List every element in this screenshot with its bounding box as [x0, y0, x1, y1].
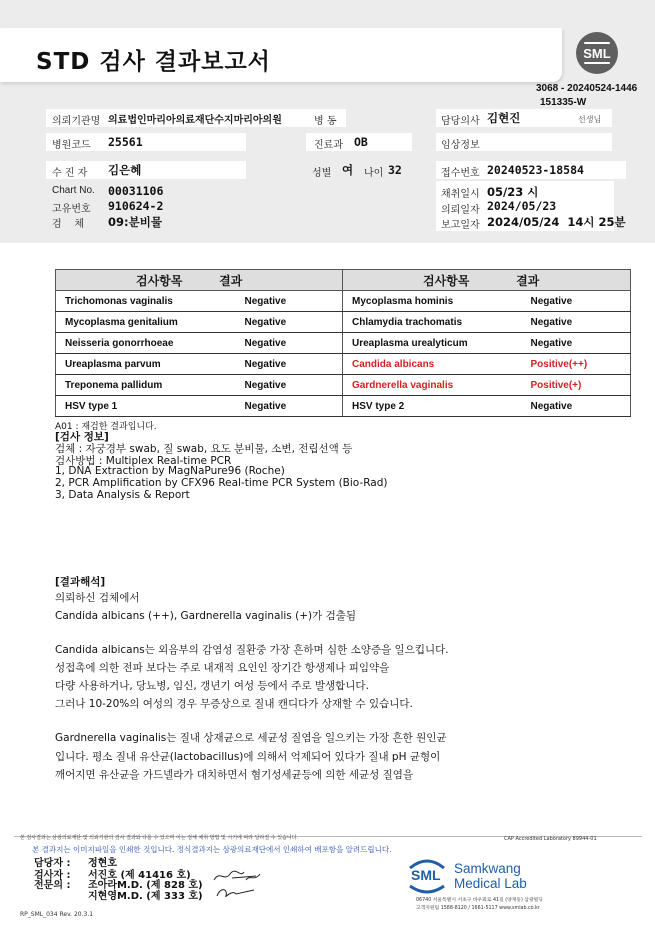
clinical-label: 임상정보 — [441, 140, 480, 151]
result-cell: Negative — [237, 396, 343, 417]
staff-role: 담당자 : — [34, 858, 71, 869]
unique-value: 910624-2 — [108, 199, 164, 213]
doctor-suffix: 선생님 — [578, 115, 602, 124]
sml-logo-icon — [576, 32, 618, 74]
test-item-cell: Neisseria gonorrhoeae — [56, 333, 237, 354]
test-info-line: 1, DNA Extraction by MagNaPure96 (Roche) — [55, 465, 285, 477]
table-row — [56, 333, 631, 354]
result-cell: Negative — [237, 291, 343, 312]
reported-label: 보고일자 — [441, 220, 480, 231]
staff-name: 정현호 — [88, 858, 117, 869]
chart-value: 00031106 — [108, 184, 164, 198]
interpretation-detected: Candida albicans (++), Gardnerella vaginalis (+)가 검출됨 — [55, 610, 357, 622]
result-cell: Negative — [523, 396, 631, 417]
test-info-line: 검체 : 자궁경부 swab, 질 swab, 요도 분비물, 소변, 전립선액 등 — [55, 443, 353, 455]
header-result: 결과 — [219, 273, 243, 288]
print-notice: 본 결과지는 이미지파일을 인쇄한 것입니다. 정식결과지는 삼광의료재단에서 인쇄하여 배포함을 알려드립니다. — [32, 845, 392, 854]
signature-icon — [214, 884, 258, 900]
receipt-value: 20240523-18584 — [487, 163, 584, 177]
patient-label: 수 진 자 — [52, 168, 88, 179]
table-row — [56, 291, 631, 312]
test-item-cell: Gardnerella vaginalis — [343, 375, 523, 396]
test-item-cell: HSV type 1 — [56, 396, 237, 417]
requested-label: 의뢰일자 — [441, 205, 480, 216]
para1-line: 그러나 10-20%의 여성의 경우 무증상으로 질내 캔디다가 상재할 수 있습니다. — [55, 698, 413, 710]
sex-label: 성별 — [312, 168, 332, 179]
result-cell: Negative — [237, 312, 343, 333]
staff-name: 서진호 (제 41416 호) — [88, 870, 191, 881]
collected-label: 채취일시 — [441, 189, 480, 200]
para1-line: 다량 사용하거나, 당뇨병, 임신, 갱년기 여성 등에서 주로 발생합니다. — [55, 680, 369, 692]
result-cell: Negative — [237, 375, 343, 396]
results-table — [55, 269, 631, 417]
staff-name: 지현영M.D. (제 333 호) — [88, 891, 203, 902]
lab-name-line2: Medical Lab — [454, 876, 527, 891]
result-cell: Negative — [523, 312, 631, 333]
results-body — [56, 291, 631, 417]
reported-value: 2024/05/24 14시 25분 — [487, 215, 626, 229]
lab-address: 06740 서울특별시 서초구 바우뫼로 41길 (양재동) 삼광빌딩 — [416, 898, 543, 903]
test-info-line: 검사방법 : Multiplex Real-time PCR — [55, 455, 232, 467]
table-row — [56, 375, 631, 396]
patient-value: 김은혜 — [108, 163, 142, 177]
doctor-value: 김현진 — [487, 111, 521, 125]
test-info-heading: [검사 정보] — [55, 431, 109, 443]
para1-line: Candida albicans는 외음부의 감염성 질환중 가장 흔하며 심한 소양증을 일으킵니다. — [55, 644, 449, 656]
table-row — [56, 312, 631, 333]
test-item-cell: Mycoplasma hominis — [343, 291, 523, 312]
table-row — [56, 396, 631, 417]
staff-role: 전문의 : — [34, 880, 71, 891]
receipt-label: 접수번호 — [441, 168, 480, 179]
staff-name: 조아라M.D. (제 828 호) — [88, 880, 203, 891]
lab-logo-text: SML — [411, 867, 441, 883]
lab-name-line1: Samkwang — [454, 861, 521, 876]
para2-line: Gardnerella vaginalis는 질내 상재균으로 세균성 질염을 일으키는 가장 흔한 원인균 — [55, 732, 447, 744]
department-label: 진료과 — [314, 140, 343, 151]
interpretation-intro: 의뢰하신 검체에서 — [55, 592, 140, 604]
result-cell: Negative — [237, 333, 343, 354]
para2-line: 입니다. 평소 질내 유산균(lactobacillus)에 의해서 억제되어 있다가 질내 pH 균형이 — [55, 751, 441, 763]
test-item-cell: Mycoplasma genitalium — [56, 312, 237, 333]
fine-print-left: 본 검사결과는 삼광의료재단 및 의뢰기관의 검사 결과와 다를 수 있으며 이는 검체 채취 방법 및 시기에 따라 달라질 수 있습니다. — [20, 835, 299, 841]
result-cell: Negative — [523, 291, 631, 312]
interpretation-heading: [결과해석] — [55, 576, 106, 588]
doc-number: 3068 - 20240524-1446 — [536, 83, 638, 94]
signature-icon — [212, 868, 262, 884]
test-item-cell: Ureaplasma urealyticum — [343, 333, 523, 354]
hospital-code-value: 25561 — [108, 135, 143, 149]
test-item-cell: Treponema pallidum — [56, 375, 237, 396]
test-info-line: 3, Data Analysis & Report — [55, 489, 190, 501]
report-title: STD 검사 결과보고서 — [36, 49, 271, 75]
lab-contact: 고객지원팀 1588-8120 / 1661-5117 www.smlab.co.kr — [416, 906, 540, 911]
table-row — [56, 354, 631, 375]
para1-line: 성접촉에 의한 전파 보다는 주로 내재적 요인인 장기간 항생제나 피임약을 — [55, 662, 390, 674]
department-value: OB — [354, 135, 368, 149]
collected-value: 05/23 시 — [487, 185, 539, 199]
age-label: 나이 — [364, 168, 384, 179]
test-item-cell: Trichomonas vaginalis — [56, 291, 237, 312]
header-result-2: 결과 — [516, 273, 540, 288]
requested-value: 2024/05/23 — [487, 199, 557, 213]
test-info-line: 2, PCR Amplification by CFX96 Real-time PCR System (Bio-Rad) — [55, 477, 388, 489]
result-cell: Positive(+) — [523, 375, 631, 396]
retest-note: A01 : 재검한 결과입니다. — [55, 422, 157, 432]
staff-role: 검사자 : — [34, 870, 71, 881]
sex-value: 여 — [342, 163, 354, 177]
left-header — [56, 270, 343, 291]
specimen-value: 09:분비물 — [108, 215, 162, 229]
test-item-cell: Chlamydia trachomatis — [343, 312, 523, 333]
test-item-cell: Ureaplasma parvum — [56, 354, 237, 375]
doc-number-sub: 151335-W — [540, 97, 587, 108]
test-item-cell: HSV type 2 — [343, 396, 523, 417]
header-test-item-2: 검사항목 — [423, 273, 470, 288]
hospital-code-label: 병원코드 — [52, 140, 91, 151]
institution-label: 의뢰기관명 — [52, 116, 101, 127]
sml-lab-logo-icon — [406, 856, 448, 894]
chart-label: Chart No. — [52, 185, 95, 196]
logo-text: SML — [583, 45, 611, 61]
table-header-row — [56, 270, 631, 291]
para2-line: 깨어지면 유산균을 가드넬라가 대치하면서 혐기성세균등에 의한 세균성 질염을 — [55, 769, 414, 781]
doctor-label: 담당의사 — [441, 116, 480, 127]
ward-label: 병 동 — [314, 116, 337, 127]
age-value: 32 — [388, 163, 402, 177]
specimen-label: 검 체 — [52, 219, 85, 230]
institution-value: 의료법인마리아의료재단수지마리아의원 — [108, 115, 282, 126]
right-header — [343, 270, 631, 291]
form-code: RP_SML_034 Rev. 20.3.1 — [20, 911, 94, 918]
unique-label: 고유번호 — [52, 204, 91, 215]
result-cell: Negative — [237, 354, 343, 375]
header-test-item: 검사항목 — [136, 273, 183, 288]
fine-print-right: CAP Accredited Laboratory 89944-01 — [504, 836, 597, 842]
result-cell: Positive(++) — [523, 354, 631, 375]
result-cell: Negative — [523, 333, 631, 354]
test-item-cell: Candida albicans — [343, 354, 523, 375]
